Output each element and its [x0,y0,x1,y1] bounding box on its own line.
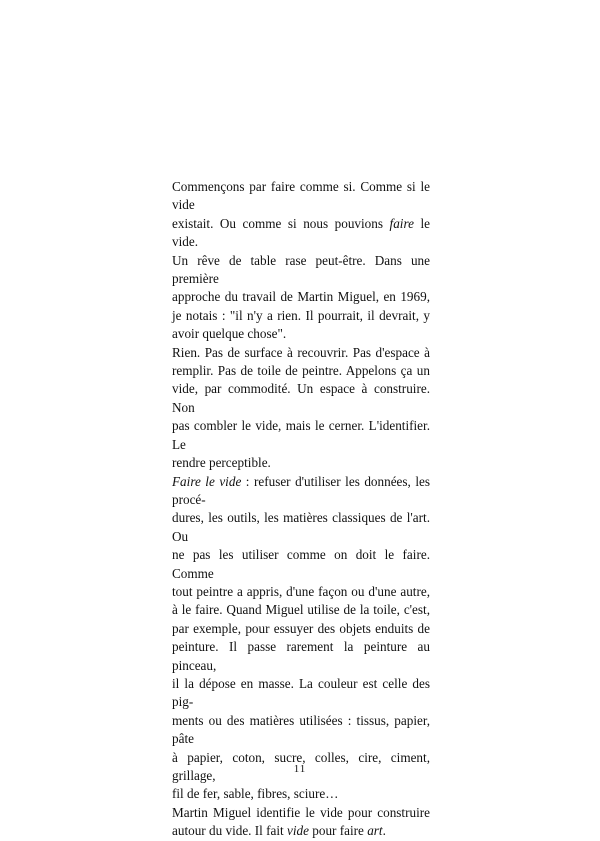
text-segment: fil de fer, sable, fibres, sciure… [172,786,339,802]
text-segment: : refuser d'utiliser les données, les procé- [172,473,430,507]
text-segment: Rien. Pas de surface à recouvrir. Pas d'espace à [172,344,430,360]
text-segment: Martin Miguel identifie le vide pour construire [172,804,430,820]
text-segment: à papier, coton, sucre, colles, cire, ciment, grillage, [172,749,430,783]
text-line [172,417,430,454]
text-segment: pour faire [308,823,368,839]
italic-text: art [367,823,383,839]
text-segment: Un rêve de table rase peut-être. Dans une première [172,252,430,287]
text-segment: rendre perceptible. [172,455,271,471]
text-line [172,344,430,362]
text-line [172,638,430,675]
text-line [172,601,430,619]
text-line [172,675,430,712]
text-segment: remplir. Pas de toile de peintre. Appelons ça un [172,363,430,379]
text-segment: par exemple, pour essuyer des objets enduits de [172,620,430,636]
text-segment: ne pas les utiliser comme on doit le faire. Comme [172,547,430,581]
text-line [172,822,430,840]
text-segment: tout peintre a appris, d'une façon ou d'une autre, [172,583,430,599]
text-line [172,785,430,803]
text-segment: Commençons par faire comme si. Comme si le vide [172,179,430,213]
text-segment: existait. Ou comme si nous pouvions [172,215,390,231]
text-line [172,546,430,583]
text-segment: il la dépose en masse. La couleur est celle des pig- [172,675,430,710]
page-number: 11 [293,763,307,775]
italic-text: Faire le vide [172,473,242,489]
text-segment: vide, par commodité. Un espace à construire. Non [172,381,430,415]
text-segment: approche du travail de Martin Miguel, en 1969, [172,289,430,305]
text-segment: autour du vide. Il fait [172,823,287,839]
text-line [172,583,430,601]
text-line [172,325,430,343]
text-segment: dures, les outils, les matières classiques de l'art. Ou [172,510,430,544]
text-segment: le vide. [172,215,430,250]
text-segment: peinture. Il passe rarement la peinture au pinceau, [172,639,430,673]
text-line [172,288,430,306]
text-segment: avoir quelque chose". [172,326,287,342]
text-line [172,252,430,289]
text-segment: je notais : "il n'y a rien. Il pourrait, il devrait, y [172,307,430,323]
text-segment: à le faire. Quand Miguel utilise de la toile, c'est, [172,602,430,618]
text-line [172,362,430,380]
text-line [172,178,430,215]
text-line [172,215,430,252]
text-line [172,454,430,472]
text-segment: pas combler le vide, mais le cerner. L'identifier. Le [172,418,430,452]
italic-text: faire [389,215,414,231]
text-line [172,307,430,325]
body-text [172,178,430,841]
text-segment: . [382,823,386,839]
text-line [172,473,430,510]
text-line [172,509,430,546]
text-line [172,712,430,749]
text-line [172,620,430,638]
text-segment: ments ou des matières utilisées : tissus, papier, pâte [172,712,430,747]
italic-text: vide [287,823,309,839]
text-line [172,804,430,822]
text-line [172,380,430,417]
